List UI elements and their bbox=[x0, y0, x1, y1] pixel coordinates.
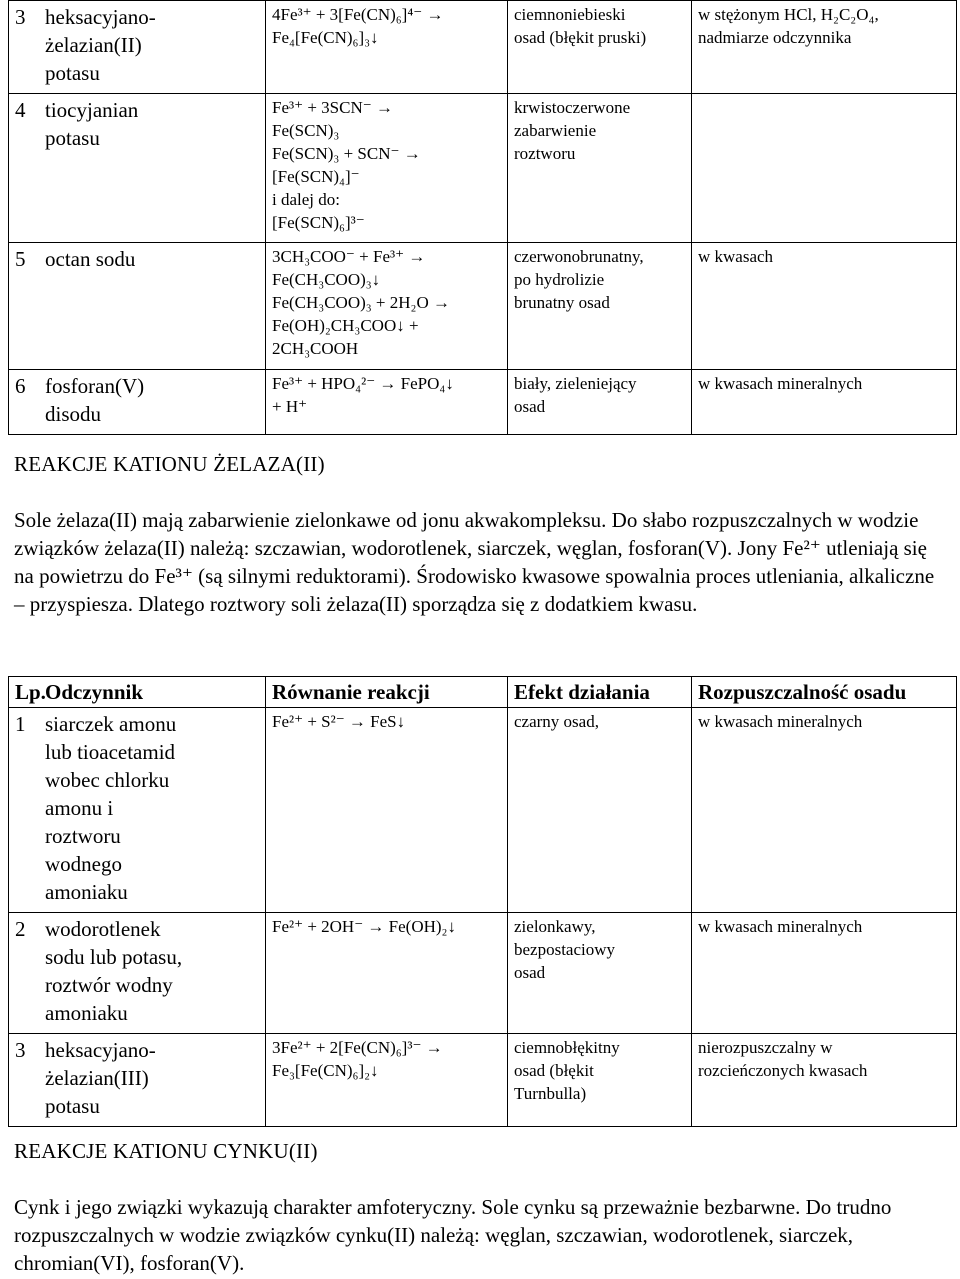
row-number: 3 bbox=[15, 5, 26, 29]
reagent-cell: heksacyjano- żelazian(II) potasu bbox=[45, 5, 156, 85]
effect-cell: krwistoczerwone zabarwienie roztworu bbox=[508, 94, 692, 243]
row-number: 4 bbox=[15, 98, 26, 122]
zn-section-title: REAKCJE KATIONU CYNKU(II) bbox=[14, 1139, 318, 1163]
equation-cell: 3CH₃COO⁻ + Fe³⁺ → Fe(CH₃COO)₃↓ Fe(CH₃COO)₃ + 2H₂O → Fe(OH)₂CH₃COO↓ + 2CH₃COOH bbox=[266, 243, 508, 370]
header-solubility: Rozpuszczalność osadu bbox=[692, 677, 957, 708]
equation-cell: Fe³⁺ + 3SCN⁻ → Fe(SCN)₃ Fe(SCN)₃ + SCN⁻ → [Fe(SCN)₄]⁻ i dalej do: [Fe(SCN)₆]³⁻ bbox=[266, 94, 508, 243]
table-row bbox=[9, 708, 957, 913]
reagent-cell: fosforan(V) disodu bbox=[45, 374, 145, 426]
row-number: 3 bbox=[15, 1038, 26, 1062]
fe2-description bbox=[14, 506, 944, 618]
reagent-cell: siarczek amonu lub tioacetamid wobec chlorku amonu i roztworu wodnego amoniaku bbox=[45, 712, 177, 904]
solubility-cell: w kwasach mineralnych bbox=[692, 708, 957, 913]
solubility-cell: w kwasach mineralnych bbox=[692, 913, 957, 1034]
effect-cell: biały, zieleniejący osad bbox=[508, 370, 692, 435]
row-number: 5 bbox=[15, 247, 26, 271]
table-header-row bbox=[9, 677, 957, 708]
reagent-cell: tiocyjanian potasu bbox=[45, 98, 139, 150]
row-number: 1 bbox=[15, 712, 26, 736]
zn-paragraph: Cynk i jego związki wykazują charakter amfoteryczny. Sole cynku są przeważnie bezbarwne. Do trudno rozpuszczalnych w wodzie związków cynku(II) należą: węglan, szczawian, wodorotlenek, siarczek, chromian(VI), fosforan(V). bbox=[14, 1195, 892, 1275]
fe2-paragraph: Sole żelaza(II) mają zabarwienie zielonkawe od jonu akwakompleksu. Do słabo rozpuszczalnych w wodzie związków żelaza(II) należą: szczawian, wodorotlenek, siarczek, węglan, fosforan(V). Jony Fe²⁺ utleniają się na powietrzu do Fe³⁺ (są silnymi reduktorami). Środowisko kwasowe spowalnia proces utleniania, alkaliczne – przyspiesza. Dlatego roztwory soli żelaza(II) sporządza się z dodatkiem kwasu. bbox=[14, 508, 935, 616]
row-number: 2 bbox=[15, 917, 26, 941]
header-reagent: Odczynnik bbox=[45, 680, 144, 704]
solubility-cell: w stężonym HCl, H₂C₂O₄, nadmiarze odczynnika bbox=[692, 1, 957, 94]
table-row bbox=[9, 1034, 957, 1127]
effect-cell: czerwonobrunatny, po hydrolizie brunatny osad bbox=[508, 243, 692, 370]
solubility-cell bbox=[692, 94, 957, 243]
fe2-section-title: REAKCJE KATIONU ŻELAZA(II) bbox=[14, 452, 325, 476]
fe2-reactions-table bbox=[8, 676, 957, 1127]
solubility-cell: nierozpuszczalny w rozcieńczonych kwasach bbox=[692, 1034, 957, 1127]
table-row bbox=[9, 94, 957, 243]
table-row bbox=[9, 243, 957, 370]
equation-cell: Fe²⁺ + S²⁻ → FeS↓ bbox=[266, 708, 508, 913]
row-number: 6 bbox=[15, 374, 26, 398]
solubility-cell: w kwasach mineralnych bbox=[692, 370, 957, 435]
header-lp: Lp. bbox=[15, 680, 46, 704]
table-row bbox=[9, 370, 957, 435]
table-row bbox=[9, 1, 957, 94]
equation-cell: 4Fe³⁺ + 3[Fe(CN)₆]⁴⁻ → Fe₄[Fe(CN)₆]₃↓ bbox=[266, 1, 508, 94]
table-row bbox=[9, 913, 957, 1034]
effect-cell: ciemnobłękitny osad (błękit Turnbulla) bbox=[508, 1034, 692, 1127]
reagent-cell: wodorotlenek sodu lub potasu, roztwór wodny amoniaku bbox=[45, 917, 183, 1025]
reagent-cell: octan sodu bbox=[45, 247, 136, 271]
fe3-reactions-table bbox=[8, 0, 957, 435]
zn-description bbox=[14, 1193, 944, 1277]
header-equation: Równanie reakcji bbox=[266, 677, 508, 708]
equation-cell: Fe³⁺ + HPO₄²⁻ → FePO₄↓ + H⁺ bbox=[266, 370, 508, 435]
equation-cell: Fe²⁺ + 2OH⁻ → Fe(OH)₂↓ bbox=[266, 913, 508, 1034]
solubility-cell: w kwasach bbox=[692, 243, 957, 370]
equation-cell: 3Fe²⁺ + 2[Fe(CN)₆]³⁻ → Fe₃[Fe(CN)₆]₂↓ bbox=[266, 1034, 508, 1127]
reagent-cell: heksacyjano- żelazian(III) potasu bbox=[45, 1038, 156, 1118]
effect-cell: zielonkawy, bezpostaciowy osad bbox=[508, 913, 692, 1034]
header-effect: Efekt działania bbox=[508, 677, 692, 708]
effect-cell: ciemnoniebieski osad (błękit pruski) bbox=[508, 1, 692, 94]
effect-cell: czarny osad, bbox=[508, 708, 692, 913]
